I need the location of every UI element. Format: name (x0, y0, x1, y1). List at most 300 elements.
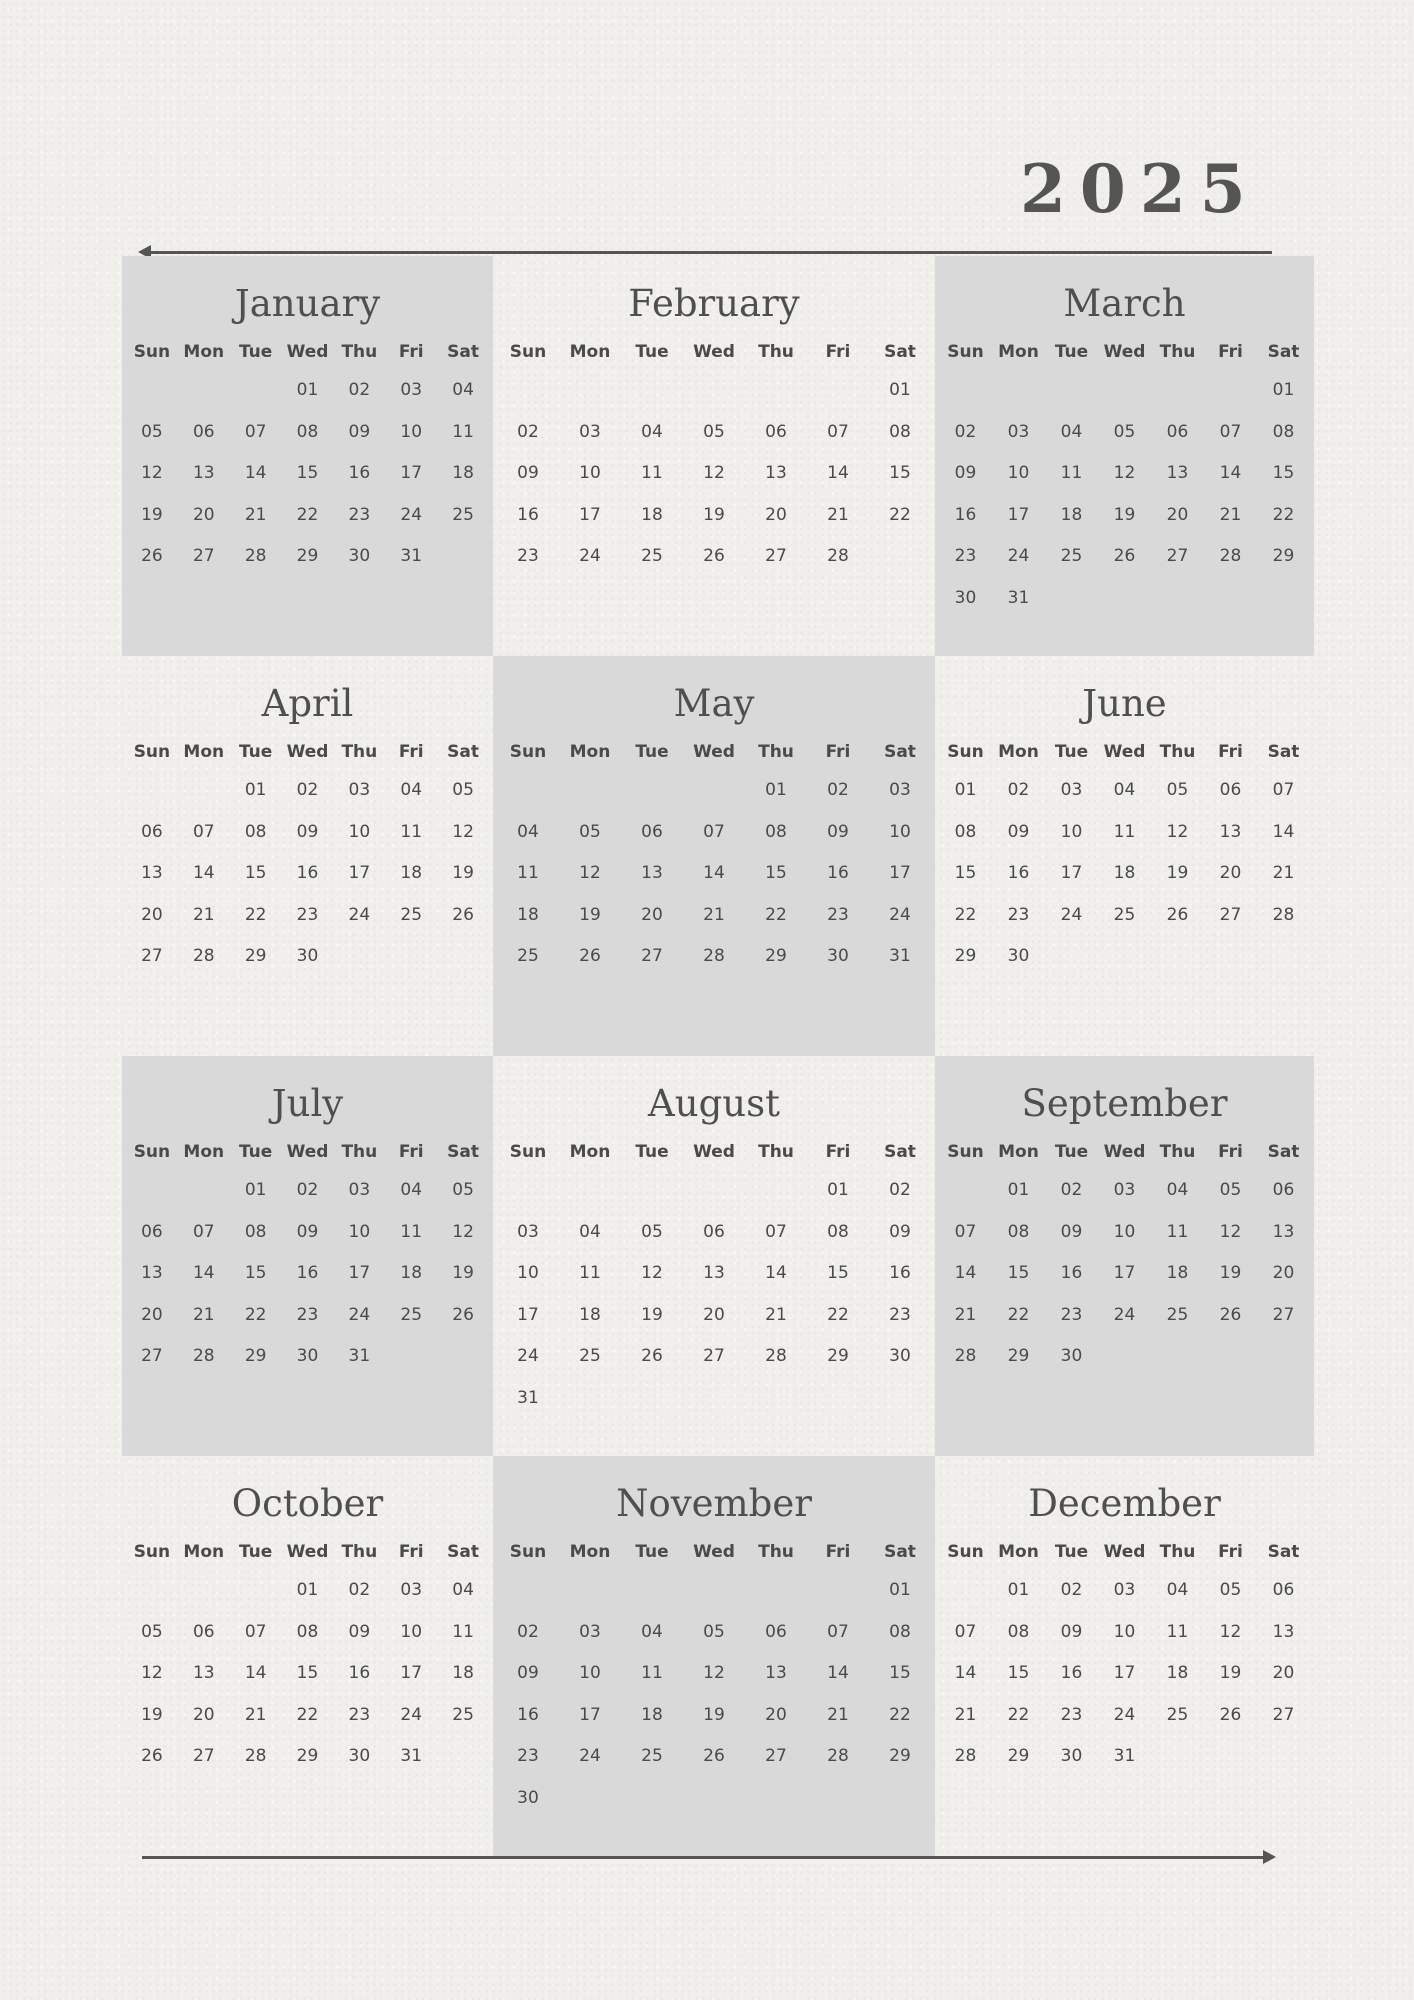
day-cell: 11 (400, 821, 423, 842)
days-grid (935, 1170, 1314, 1378)
empty-day-cell (807, 370, 869, 412)
day-cell: 05 (703, 421, 725, 442)
day-cell: 30 (348, 1746, 371, 1766)
weekday-label: Fri (825, 1142, 851, 1162)
empty-day-cell (126, 770, 178, 812)
day-cell: 10 (889, 821, 911, 842)
day-cell: 12 (141, 1663, 163, 1683)
day-cell: 09 (517, 463, 539, 483)
month-name: November (616, 1482, 812, 1525)
weekday-label: Mon (998, 1542, 1039, 1562)
day-cell: 24 (1113, 1704, 1136, 1725)
day-cell: 16 (1060, 1263, 1083, 1283)
weekday-label: Thu (341, 342, 378, 362)
weekday-label: Sun (133, 342, 171, 362)
weekday-label: Sat (1267, 342, 1300, 362)
weekday-label: Mon (998, 1142, 1039, 1162)
day-cell: 10 (400, 421, 423, 442)
day-cell: 14 (827, 1663, 849, 1683)
month-name: July (271, 1082, 344, 1125)
day-cell: 22 (1272, 504, 1295, 525)
weekday-label: Fri (1218, 1542, 1243, 1562)
day-cell: 03 (348, 1180, 371, 1200)
day-cell: 30 (296, 1346, 319, 1366)
empty-day-cell (939, 1570, 992, 1612)
day-cell: 31 (889, 946, 911, 966)
weekday-label: Sun (947, 1542, 984, 1562)
day-cell: 12 (1219, 1621, 1242, 1642)
day-cell: 14 (954, 1263, 977, 1283)
day-cell: 20 (765, 504, 787, 525)
empty-day-cell (126, 370, 178, 412)
day-cell: 08 (954, 821, 977, 842)
day-cell: 01 (765, 780, 787, 800)
left-arrow-line (150, 251, 1272, 254)
weekday-label: Tue (238, 342, 273, 362)
day-cell: 23 (517, 546, 539, 566)
day-cell: 06 (1219, 780, 1242, 800)
weekday-label: Tue (1054, 742, 1089, 762)
day-cell: 20 (192, 1704, 215, 1725)
day-cell: 11 (641, 1663, 663, 1683)
empty-day-cell (683, 1170, 745, 1212)
day-cell: 22 (296, 1704, 319, 1725)
empty-day-cell (559, 1570, 621, 1612)
month-september (935, 1056, 1314, 1456)
day-cell: 26 (703, 546, 725, 566)
weekday-label: Tue (635, 1542, 669, 1562)
day-cell: 20 (1166, 504, 1189, 525)
day-cell: 01 (889, 1580, 911, 1600)
day-cell: 09 (827, 821, 849, 842)
day-cell: 31 (1113, 1746, 1136, 1766)
day-cell: 10 (348, 821, 371, 842)
day-cell: 07 (192, 821, 215, 842)
day-cell: 13 (192, 1663, 215, 1683)
days-grid (122, 1570, 493, 1778)
weekday-label: Tue (238, 1542, 273, 1562)
day-cell: 21 (954, 1304, 977, 1325)
day-cell: 15 (1272, 463, 1295, 483)
day-cell: 12 (452, 1221, 474, 1242)
day-cell: 09 (348, 421, 371, 442)
month-march (935, 256, 1314, 656)
day-cell: 04 (641, 1621, 663, 1642)
days-grid (122, 770, 493, 978)
day-cell: 02 (348, 380, 371, 400)
empty-day-cell (745, 370, 807, 412)
day-cell: 01 (244, 1180, 267, 1200)
day-cell: 14 (192, 863, 215, 883)
day-cell: 06 (192, 1621, 215, 1642)
day-cell: 04 (641, 421, 663, 442)
day-cell: 17 (517, 1304, 539, 1325)
day-cell: 15 (954, 863, 977, 883)
day-cell: 11 (579, 1263, 601, 1283)
day-cell: 01 (1272, 380, 1295, 400)
day-cell: 06 (1166, 421, 1189, 442)
day-cell: 08 (244, 1221, 267, 1242)
month-october (122, 1456, 493, 1856)
weekday-label: Thu (758, 1542, 794, 1562)
empty-day-cell (497, 1570, 559, 1612)
day-cell: 05 (141, 421, 163, 442)
day-cell: 16 (827, 863, 849, 883)
days-grid (935, 370, 1314, 619)
day-cell: 13 (1272, 1621, 1295, 1642)
day-cell: 25 (579, 1346, 601, 1366)
day-cell: 25 (1166, 1304, 1189, 1325)
month-name: February (628, 282, 800, 325)
day-cell: 04 (400, 780, 423, 800)
day-cell: 06 (765, 1621, 787, 1642)
day-cell: 26 (452, 1304, 474, 1325)
day-cell: 15 (244, 1263, 267, 1283)
day-cell: 10 (1007, 463, 1030, 483)
empty-day-cell (939, 1170, 992, 1212)
day-cell: 22 (889, 504, 911, 525)
weekday-header-row (122, 1534, 493, 1570)
day-cell: 31 (400, 1746, 423, 1766)
day-cell: 27 (641, 946, 663, 966)
day-cell: 28 (192, 1346, 215, 1366)
day-cell: 24 (579, 546, 601, 566)
day-cell: 23 (1007, 904, 1030, 925)
day-cell: 02 (296, 780, 319, 800)
day-cell: 23 (1060, 1704, 1083, 1725)
day-cell: 12 (1166, 821, 1189, 842)
empty-day-cell (126, 1570, 178, 1612)
weekday-label: Mon (569, 1542, 611, 1562)
day-cell: 19 (1166, 863, 1189, 883)
day-cell: 06 (703, 1221, 725, 1242)
day-cell: 14 (827, 463, 849, 483)
day-cell: 27 (141, 1346, 163, 1366)
month-june (935, 656, 1314, 1056)
year-title: 2025 (1020, 150, 1260, 228)
day-cell: 13 (1219, 821, 1242, 842)
day-cell: 22 (244, 1304, 267, 1325)
day-cell: 09 (296, 821, 319, 842)
weekday-label: Sun (947, 742, 984, 762)
days-grid (493, 370, 935, 578)
day-cell: 16 (517, 504, 539, 525)
day-cell: 16 (889, 1263, 911, 1283)
day-cell: 26 (1113, 546, 1136, 566)
day-cell: 27 (765, 1746, 787, 1766)
day-cell: 11 (517, 863, 539, 883)
month-name: June (1082, 682, 1167, 725)
day-cell: 20 (703, 1304, 725, 1325)
day-cell: 12 (141, 463, 163, 483)
day-cell: 15 (889, 463, 911, 483)
day-cell: 14 (1272, 821, 1295, 842)
day-cell: 29 (244, 1346, 267, 1366)
day-cell: 21 (244, 504, 267, 525)
weekday-label: Wed (286, 1142, 329, 1162)
day-cell: 07 (192, 1221, 215, 1242)
day-cell: 03 (348, 780, 371, 800)
day-cell: 03 (1060, 780, 1083, 800)
day-cell: 11 (400, 1221, 423, 1242)
day-cell: 24 (579, 1746, 601, 1766)
day-cell: 15 (889, 1663, 911, 1683)
day-cell: 17 (1007, 504, 1030, 525)
day-cell: 27 (192, 1746, 215, 1766)
weekday-label: Thu (758, 1142, 794, 1162)
weekday-label: Sat (1267, 1542, 1300, 1562)
day-cell: 05 (141, 1621, 163, 1642)
day-cell: 25 (400, 904, 423, 925)
day-cell: 26 (141, 546, 163, 566)
day-cell: 07 (703, 821, 725, 842)
weekday-header-row (935, 1534, 1314, 1570)
weekday-label: Tue (635, 742, 669, 762)
days-grid (935, 1570, 1314, 1778)
weekday-label: Wed (693, 742, 735, 762)
empty-day-cell (559, 1170, 621, 1212)
day-cell: 20 (765, 1704, 787, 1725)
day-cell: 06 (141, 1221, 163, 1242)
day-cell: 15 (1007, 1263, 1030, 1283)
day-cell: 24 (517, 1346, 539, 1366)
day-cell: 30 (889, 1346, 911, 1366)
day-cell: 18 (579, 1304, 601, 1325)
weekday-label: Fri (825, 742, 851, 762)
weekday-label: Mon (183, 1542, 225, 1562)
weekday-label: Sat (884, 1142, 916, 1162)
month-name: September (1021, 1082, 1228, 1125)
day-cell: 02 (1007, 780, 1030, 800)
day-cell: 24 (1060, 904, 1083, 925)
day-cell: 20 (1272, 1263, 1295, 1283)
empty-day-cell (745, 1570, 807, 1612)
weekday-label: Tue (1054, 1142, 1089, 1162)
day-cell: 07 (244, 1621, 267, 1642)
day-cell: 11 (452, 421, 474, 442)
day-cell: 20 (192, 504, 215, 525)
day-cell: 23 (517, 1746, 539, 1766)
weekday-label: Thu (1159, 1542, 1196, 1562)
day-cell: 09 (1060, 1621, 1083, 1642)
day-cell: 24 (348, 904, 371, 925)
day-cell: 18 (1166, 1263, 1189, 1283)
weekday-label: Fri (1218, 342, 1243, 362)
day-cell: 02 (827, 780, 849, 800)
day-cell: 17 (889, 863, 911, 883)
day-cell: 17 (579, 1704, 601, 1725)
day-cell: 26 (1166, 904, 1189, 925)
empty-day-cell (559, 770, 621, 812)
day-cell: 04 (517, 821, 539, 842)
day-cell: 21 (827, 504, 849, 525)
day-cell: 19 (452, 863, 474, 883)
day-cell: 07 (244, 421, 267, 442)
day-cell: 30 (1060, 1746, 1083, 1766)
weekday-label: Wed (693, 1142, 735, 1162)
day-cell: 11 (1166, 1621, 1189, 1642)
weekday-label: Fri (1218, 742, 1243, 762)
day-cell: 13 (141, 1263, 163, 1283)
weekday-label: Wed (286, 342, 329, 362)
day-cell: 23 (348, 1704, 371, 1725)
day-cell: 13 (141, 863, 163, 883)
day-cell: 24 (889, 904, 911, 925)
weekday-label: Tue (238, 1142, 273, 1162)
day-cell: 07 (1272, 780, 1295, 800)
empty-day-cell (497, 370, 559, 412)
day-cell: 18 (452, 1663, 474, 1683)
day-cell: 26 (641, 1346, 663, 1366)
day-cell: 17 (400, 463, 423, 483)
weekday-label: Sun (947, 1142, 984, 1162)
day-cell: 27 (703, 1346, 725, 1366)
day-cell: 07 (765, 1221, 787, 1242)
weekday-label: Sat (884, 342, 916, 362)
month-name: January (234, 282, 381, 325)
day-cell: 16 (954, 504, 977, 525)
day-cell: 05 (1219, 1580, 1242, 1600)
day-cell: 14 (244, 463, 267, 483)
day-cell: 22 (1007, 1304, 1030, 1325)
empty-day-cell (178, 1570, 230, 1612)
month-november (493, 1456, 935, 1856)
empty-day-cell (745, 1170, 807, 1212)
day-cell: 03 (517, 1221, 539, 1242)
day-cell: 29 (296, 546, 319, 566)
month-name: October (231, 1482, 384, 1525)
day-cell: 08 (889, 421, 911, 442)
day-cell: 24 (348, 1304, 371, 1325)
empty-day-cell (683, 370, 745, 412)
day-cell: 26 (579, 946, 601, 966)
day-cell: 01 (1007, 1580, 1030, 1600)
month-name: August (648, 1082, 780, 1125)
weekday-label: Sat (447, 1542, 479, 1562)
weekday-label: Fri (825, 1542, 851, 1562)
day-cell: 20 (1272, 1663, 1295, 1683)
day-cell: 16 (296, 1263, 319, 1283)
empty-day-cell (992, 370, 1045, 412)
day-cell: 31 (1007, 587, 1030, 608)
day-cell: 28 (765, 1346, 787, 1366)
weekday-header-row (935, 1134, 1314, 1170)
day-cell: 14 (244, 1663, 267, 1683)
day-cell: 08 (1007, 1621, 1030, 1642)
weekday-header-row (935, 734, 1314, 770)
day-cell: 10 (348, 1221, 371, 1242)
day-cell: 09 (517, 1663, 539, 1683)
day-cell: 09 (889, 1221, 911, 1242)
days-grid (493, 1570, 935, 1819)
day-cell: 11 (1113, 821, 1136, 842)
day-cell: 21 (244, 1704, 267, 1725)
day-cell: 24 (1007, 546, 1030, 566)
day-cell: 27 (192, 546, 215, 566)
day-cell: 23 (348, 504, 371, 525)
day-cell: 30 (517, 1787, 539, 1808)
day-cell: 05 (1166, 780, 1189, 800)
day-cell: 16 (1007, 863, 1030, 883)
day-cell: 28 (954, 1346, 977, 1366)
day-cell: 28 (1219, 546, 1242, 566)
empty-day-cell (621, 770, 683, 812)
day-cell: 27 (1166, 546, 1189, 566)
weekday-label: Fri (825, 342, 851, 362)
weekday-header-row (122, 1134, 493, 1170)
day-cell: 19 (452, 1263, 474, 1283)
day-cell: 02 (889, 1180, 911, 1200)
weekday-label: Mon (569, 342, 611, 362)
day-cell: 13 (641, 863, 663, 883)
day-cell: 28 (244, 546, 267, 566)
day-cell: 03 (1007, 421, 1030, 442)
day-cell: 23 (1060, 1304, 1083, 1325)
day-cell: 10 (517, 1263, 539, 1283)
day-cell: 09 (1007, 821, 1030, 842)
day-cell: 17 (400, 1663, 423, 1683)
day-cell: 21 (1219, 504, 1242, 525)
day-cell: 19 (579, 904, 601, 925)
weekday-label: Sat (884, 742, 916, 762)
day-cell: 16 (348, 1663, 371, 1683)
month-february (493, 256, 935, 656)
day-cell: 29 (889, 1746, 911, 1766)
day-cell: 18 (1113, 863, 1136, 883)
day-cell: 28 (827, 1746, 849, 1766)
day-cell: 20 (141, 1304, 163, 1325)
day-cell: 29 (296, 1746, 319, 1766)
day-cell: 16 (296, 863, 319, 883)
weekday-label: Mon (569, 742, 611, 762)
empty-day-cell (230, 1570, 282, 1612)
right-arrow-line (142, 1856, 1264, 1859)
day-cell: 19 (641, 1304, 663, 1325)
day-cell: 10 (1113, 1621, 1136, 1642)
day-cell: 01 (827, 1180, 849, 1200)
day-cell: 27 (765, 546, 787, 566)
day-cell: 12 (579, 863, 601, 883)
day-cell: 28 (703, 946, 725, 966)
day-cell: 10 (1060, 821, 1083, 842)
day-cell: 17 (348, 863, 371, 883)
day-cell: 18 (400, 1263, 423, 1283)
weekday-label: Mon (998, 342, 1039, 362)
day-cell: 23 (889, 1304, 911, 1325)
day-cell: 18 (641, 1704, 663, 1725)
day-cell: 02 (1060, 1580, 1083, 1600)
day-cell: 19 (141, 1704, 163, 1725)
day-cell: 08 (296, 1621, 319, 1642)
day-cell: 31 (348, 1346, 371, 1366)
weekday-label: Fri (398, 1542, 424, 1562)
day-cell: 27 (1219, 904, 1242, 925)
day-cell: 28 (244, 1746, 267, 1766)
day-cell: 30 (296, 946, 319, 966)
day-cell: 26 (452, 904, 474, 925)
day-cell: 26 (703, 1746, 725, 1766)
day-cell: 30 (1007, 946, 1030, 966)
day-cell: 25 (452, 1704, 474, 1725)
weekday-header-row (122, 334, 493, 370)
weekday-label: Sun (509, 342, 547, 362)
empty-day-cell (621, 1170, 683, 1212)
day-cell: 07 (1219, 421, 1242, 442)
day-cell: 06 (641, 821, 663, 842)
day-cell: 13 (1272, 1221, 1295, 1242)
month-may (493, 656, 935, 1056)
day-cell: 29 (954, 946, 977, 966)
